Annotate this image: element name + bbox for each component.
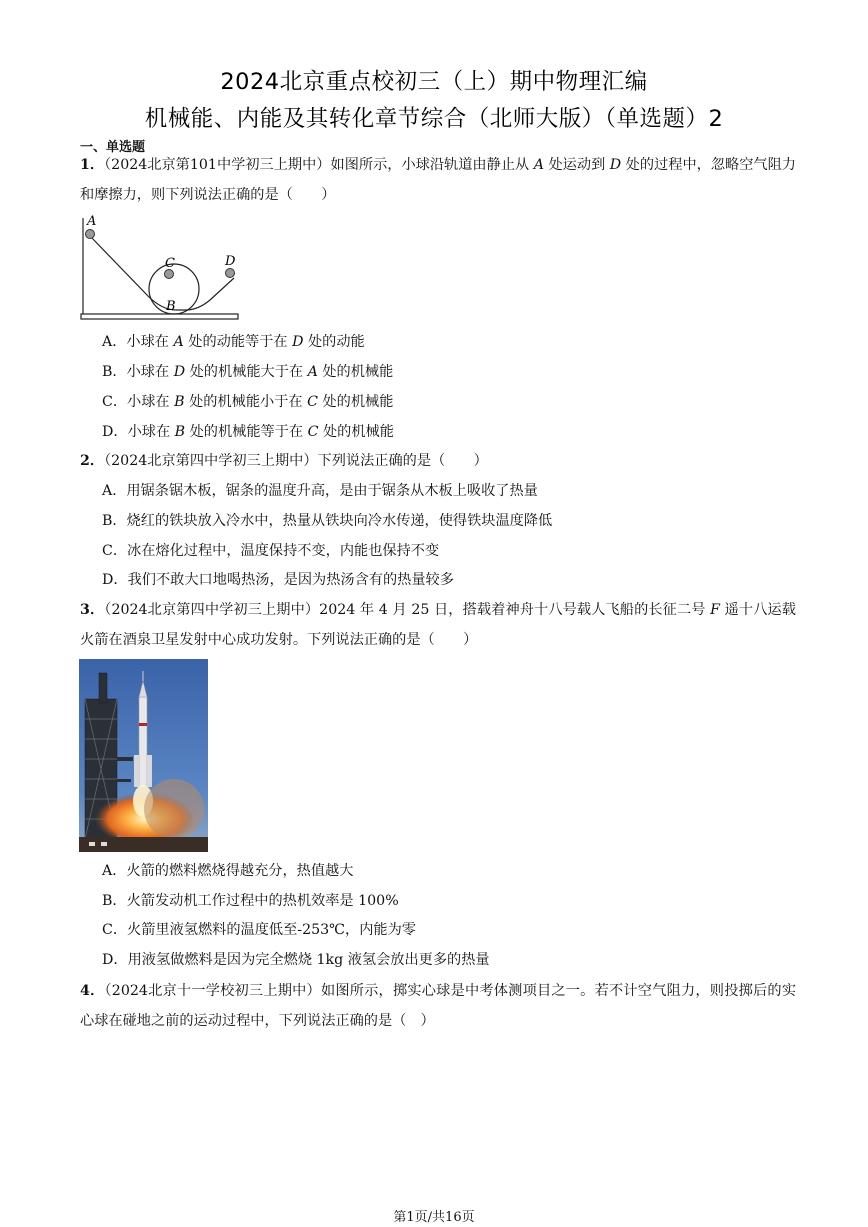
- page-footer: 第1页/共16页: [393, 1210, 475, 1225]
- question-text: （2024北京第101中学初三上期中）如图所示，小球沿轨道由静止从 A 处运动到 D 处的过程中，忽略空气阻力和摩擦力，则下列说法正确的是（ ）: [80, 157, 796, 203]
- q2-option-d: D．我们不敢大口地喝热汤，是因为热汤含有的热量较多: [102, 572, 454, 588]
- q1-option-b: B．小球在 D 处的机械能大于在 A 处的机械能: [102, 364, 394, 380]
- q1-option-d: D．小球在 B 处的机械能等于在 C 处的机械能: [102, 424, 394, 440]
- question-number: 3．: [80, 602, 105, 618]
- question-1-stem: [80, 150, 796, 210]
- label-c: C: [165, 256, 175, 271]
- q2-option-b: B．烧红的铁块放入冷水中，热量从铁块向冷水传递，使得铁块温度降低: [102, 513, 553, 529]
- track-diagram: [78, 210, 243, 324]
- question-text: （2024北京第四中学初三上期中）2024 年 4 月 25 日，搭载着神舟十八号载人飞船的长征二号 F 遥十八运载火箭在酒泉卫星发射中心成功发射。下列说法正确的是（ ）: [80, 602, 796, 648]
- q2-option-a: A．用锯条锯木板，锯条的温度升高，是由于锯条从木板上吸收了热量: [102, 483, 538, 499]
- section-heading: 一、单选题: [80, 140, 146, 155]
- question-4-stem: [80, 976, 796, 1036]
- q3-option-d: D．用液氢做燃料是因为完全燃烧 1kg 液氢会放出更多的热量: [102, 952, 490, 968]
- question-number: 1．: [80, 157, 105, 173]
- question-text: （2024北京第四中学初三上期中）下列说法正确的是（ ）: [104, 453, 488, 469]
- label-b: B: [166, 299, 176, 314]
- ball-at-d: [226, 269, 235, 278]
- q3-option-c: C．火箭里液氢燃料的温度低至-253℃，内能为零: [102, 922, 416, 938]
- question-number: 4．: [80, 983, 105, 999]
- question-3-stem: [80, 595, 796, 655]
- label-a: A: [87, 214, 97, 229]
- q1-option-c: C．小球在 B 处的机械能小于在 C 处的机械能: [102, 394, 394, 410]
- q1-option-a: A．小球在 A 处的动能等于在 D 处的动能: [102, 334, 365, 350]
- question-number: 2．: [80, 453, 105, 469]
- document-title-line-1: 2024北京重点校初三（上）期中物理汇编: [220, 69, 648, 95]
- document-title-line-2: 机械能、内能及其转化章节综合（北师大版）（单选题）2: [144, 106, 724, 132]
- question-2-stem: [80, 446, 796, 476]
- ball-at-a: [86, 230, 95, 239]
- q2-option-c: C．冰在熔化过程中，温度保持不变，内能也保持不变: [102, 543, 440, 559]
- label-d: D: [225, 254, 236, 269]
- rocket-launch-photo: [79, 659, 208, 852]
- question-text: （2024北京十一学校初三上期中）如图所示，掷实心球是中考体测项目之一。若不计空气阻力，则投掷后的实心球在碰地之前的运动过程中，下列说法正确的是（ ）: [80, 983, 797, 1029]
- q3-option-b: B．火箭发动机工作过程中的热机效率是 100%: [102, 893, 399, 909]
- q3-option-a: A．火箭的燃料燃烧得越充分，热值越大: [102, 863, 354, 879]
